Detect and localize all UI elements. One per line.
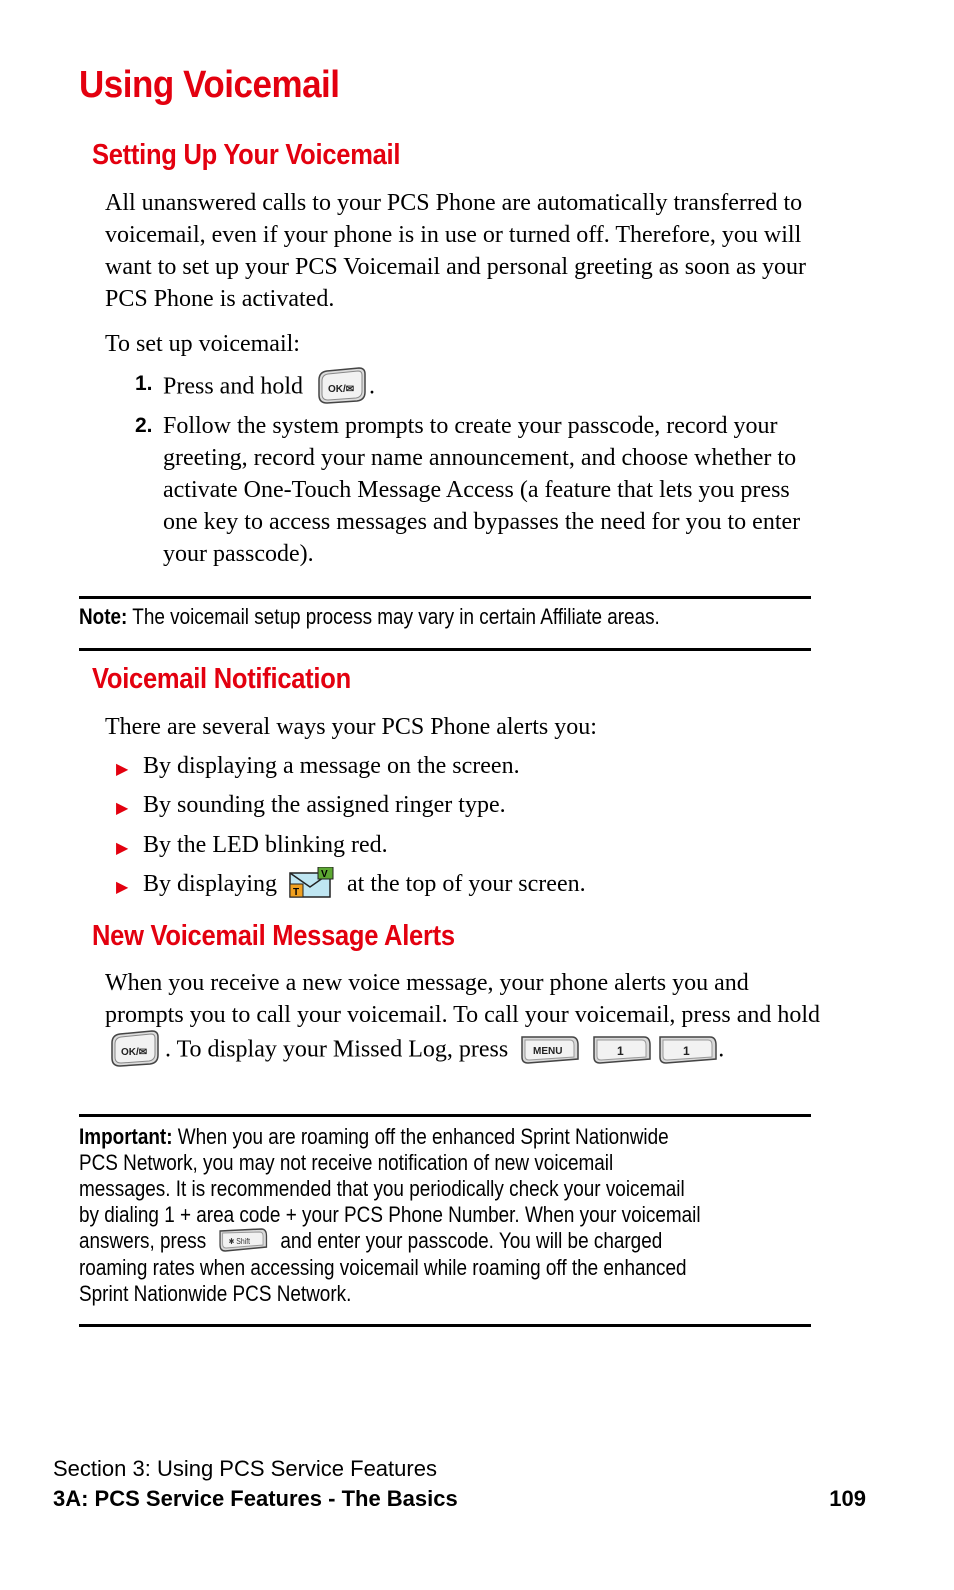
alerts-paragraph: When you receive a new voice message, your phone alerts you and prompts you to call your voicemail. To call your voicemail, press and hold OK/✉ . To display your Missed Log, press MENU 1 1 . xyxy=(105,967,825,1071)
arrow-bullet-icon: ▶ xyxy=(116,798,129,817)
step-number: 2. xyxy=(135,414,153,437)
svg-text:V: V xyxy=(321,869,328,881)
note-text: The voicemail setup process may vary in certain Affiliate areas. xyxy=(132,604,660,629)
svg-text:1: 1 xyxy=(617,1044,624,1058)
footer-section: Section 3: Using PCS Service Features xyxy=(53,1456,437,1481)
footer-chapter: 3A: PCS Service Features - The Basics xyxy=(53,1486,458,1511)
page-number: 109 xyxy=(829,1486,866,1511)
svg-text:1: 1 xyxy=(683,1044,690,1058)
important-bottom-rule xyxy=(79,1324,811,1327)
important-top-rule xyxy=(79,1114,811,1117)
setup-intro: All unanswered calls to your PCS Phone are automatically transferred to voicemail, even if your phone is in use or turned off. Therefore, you will want to set up your PCS Voicemail and personal greeting as soon as your PCS Phone is activated. xyxy=(105,190,807,312)
step-2 xyxy=(135,410,825,580)
one-key-icon xyxy=(658,1033,718,1065)
svg-text:MENU: MENU xyxy=(533,1046,563,1057)
svg-text:OK/✉: OK/✉ xyxy=(328,384,355,395)
setup-lead: To set up voicemail: xyxy=(105,331,300,357)
svg-text:OK/✉: OK/✉ xyxy=(121,1047,148,1058)
note-label: Note: xyxy=(79,604,128,629)
voicemail-status-icon xyxy=(289,867,335,899)
important-line: Sprint Nationwide PCS Network. xyxy=(79,1281,352,1307)
important-line: Important: When you are roaming off the enhanced Sprint Nationwide xyxy=(79,1124,669,1149)
shift-key-icon xyxy=(218,1227,268,1253)
step-text: Press and hold OK/✉ . xyxy=(163,368,823,408)
step-text: Follow the system prompts to create your passcode, record your greeting, record your name announcement, and choose whether to activate One-Touch Message Access (a feature that lets you press one key to access messages and bypasses the need for you to enter your passcode). xyxy=(163,413,801,567)
setup-heading: Setting Up Your Voicemail xyxy=(92,139,401,171)
arrow-bullet-icon: ▶ xyxy=(116,877,129,896)
ok-key-icon xyxy=(107,1029,163,1069)
notification-intro: There are several ways your PCS Phone alerts you: xyxy=(105,714,597,740)
notification-heading: Voicemail Notification xyxy=(92,663,351,695)
important-line: roaming rates when accessing voicemail while roaming off the enhanced xyxy=(79,1255,687,1281)
note-box xyxy=(79,604,819,630)
alerts-heading: New Voicemail Message Alerts xyxy=(92,920,455,952)
important-line: messages. It is recommended that you periodically check your voicemail xyxy=(79,1176,685,1201)
important-line: answers, press ✱ Shift and enter your passcode. You will be charged xyxy=(79,1228,663,1253)
note-top-rule xyxy=(79,596,811,599)
important-line: PCS Network, you may not receive notification of new voicemail xyxy=(79,1150,614,1175)
svg-text:✱ Shift: ✱ Shift xyxy=(228,1236,251,1247)
page-title: Using Voicemail xyxy=(79,64,340,106)
note-bottom-rule xyxy=(79,648,811,651)
important-label: Important: xyxy=(79,1124,173,1149)
arrow-bullet-icon: ▶ xyxy=(116,838,129,857)
important-line: by dialing 1 + area code + your PCS Phone Number. When your voicemail xyxy=(79,1202,701,1227)
svg-text:T: T xyxy=(293,887,300,899)
step-1 xyxy=(135,368,825,408)
one-key-icon xyxy=(592,1033,652,1065)
menu-key-icon xyxy=(520,1033,580,1065)
ok-key-icon xyxy=(315,366,369,406)
arrow-bullet-icon: ▶ xyxy=(116,759,129,778)
step-number: 1. xyxy=(135,372,153,395)
important-box xyxy=(79,1124,819,1307)
